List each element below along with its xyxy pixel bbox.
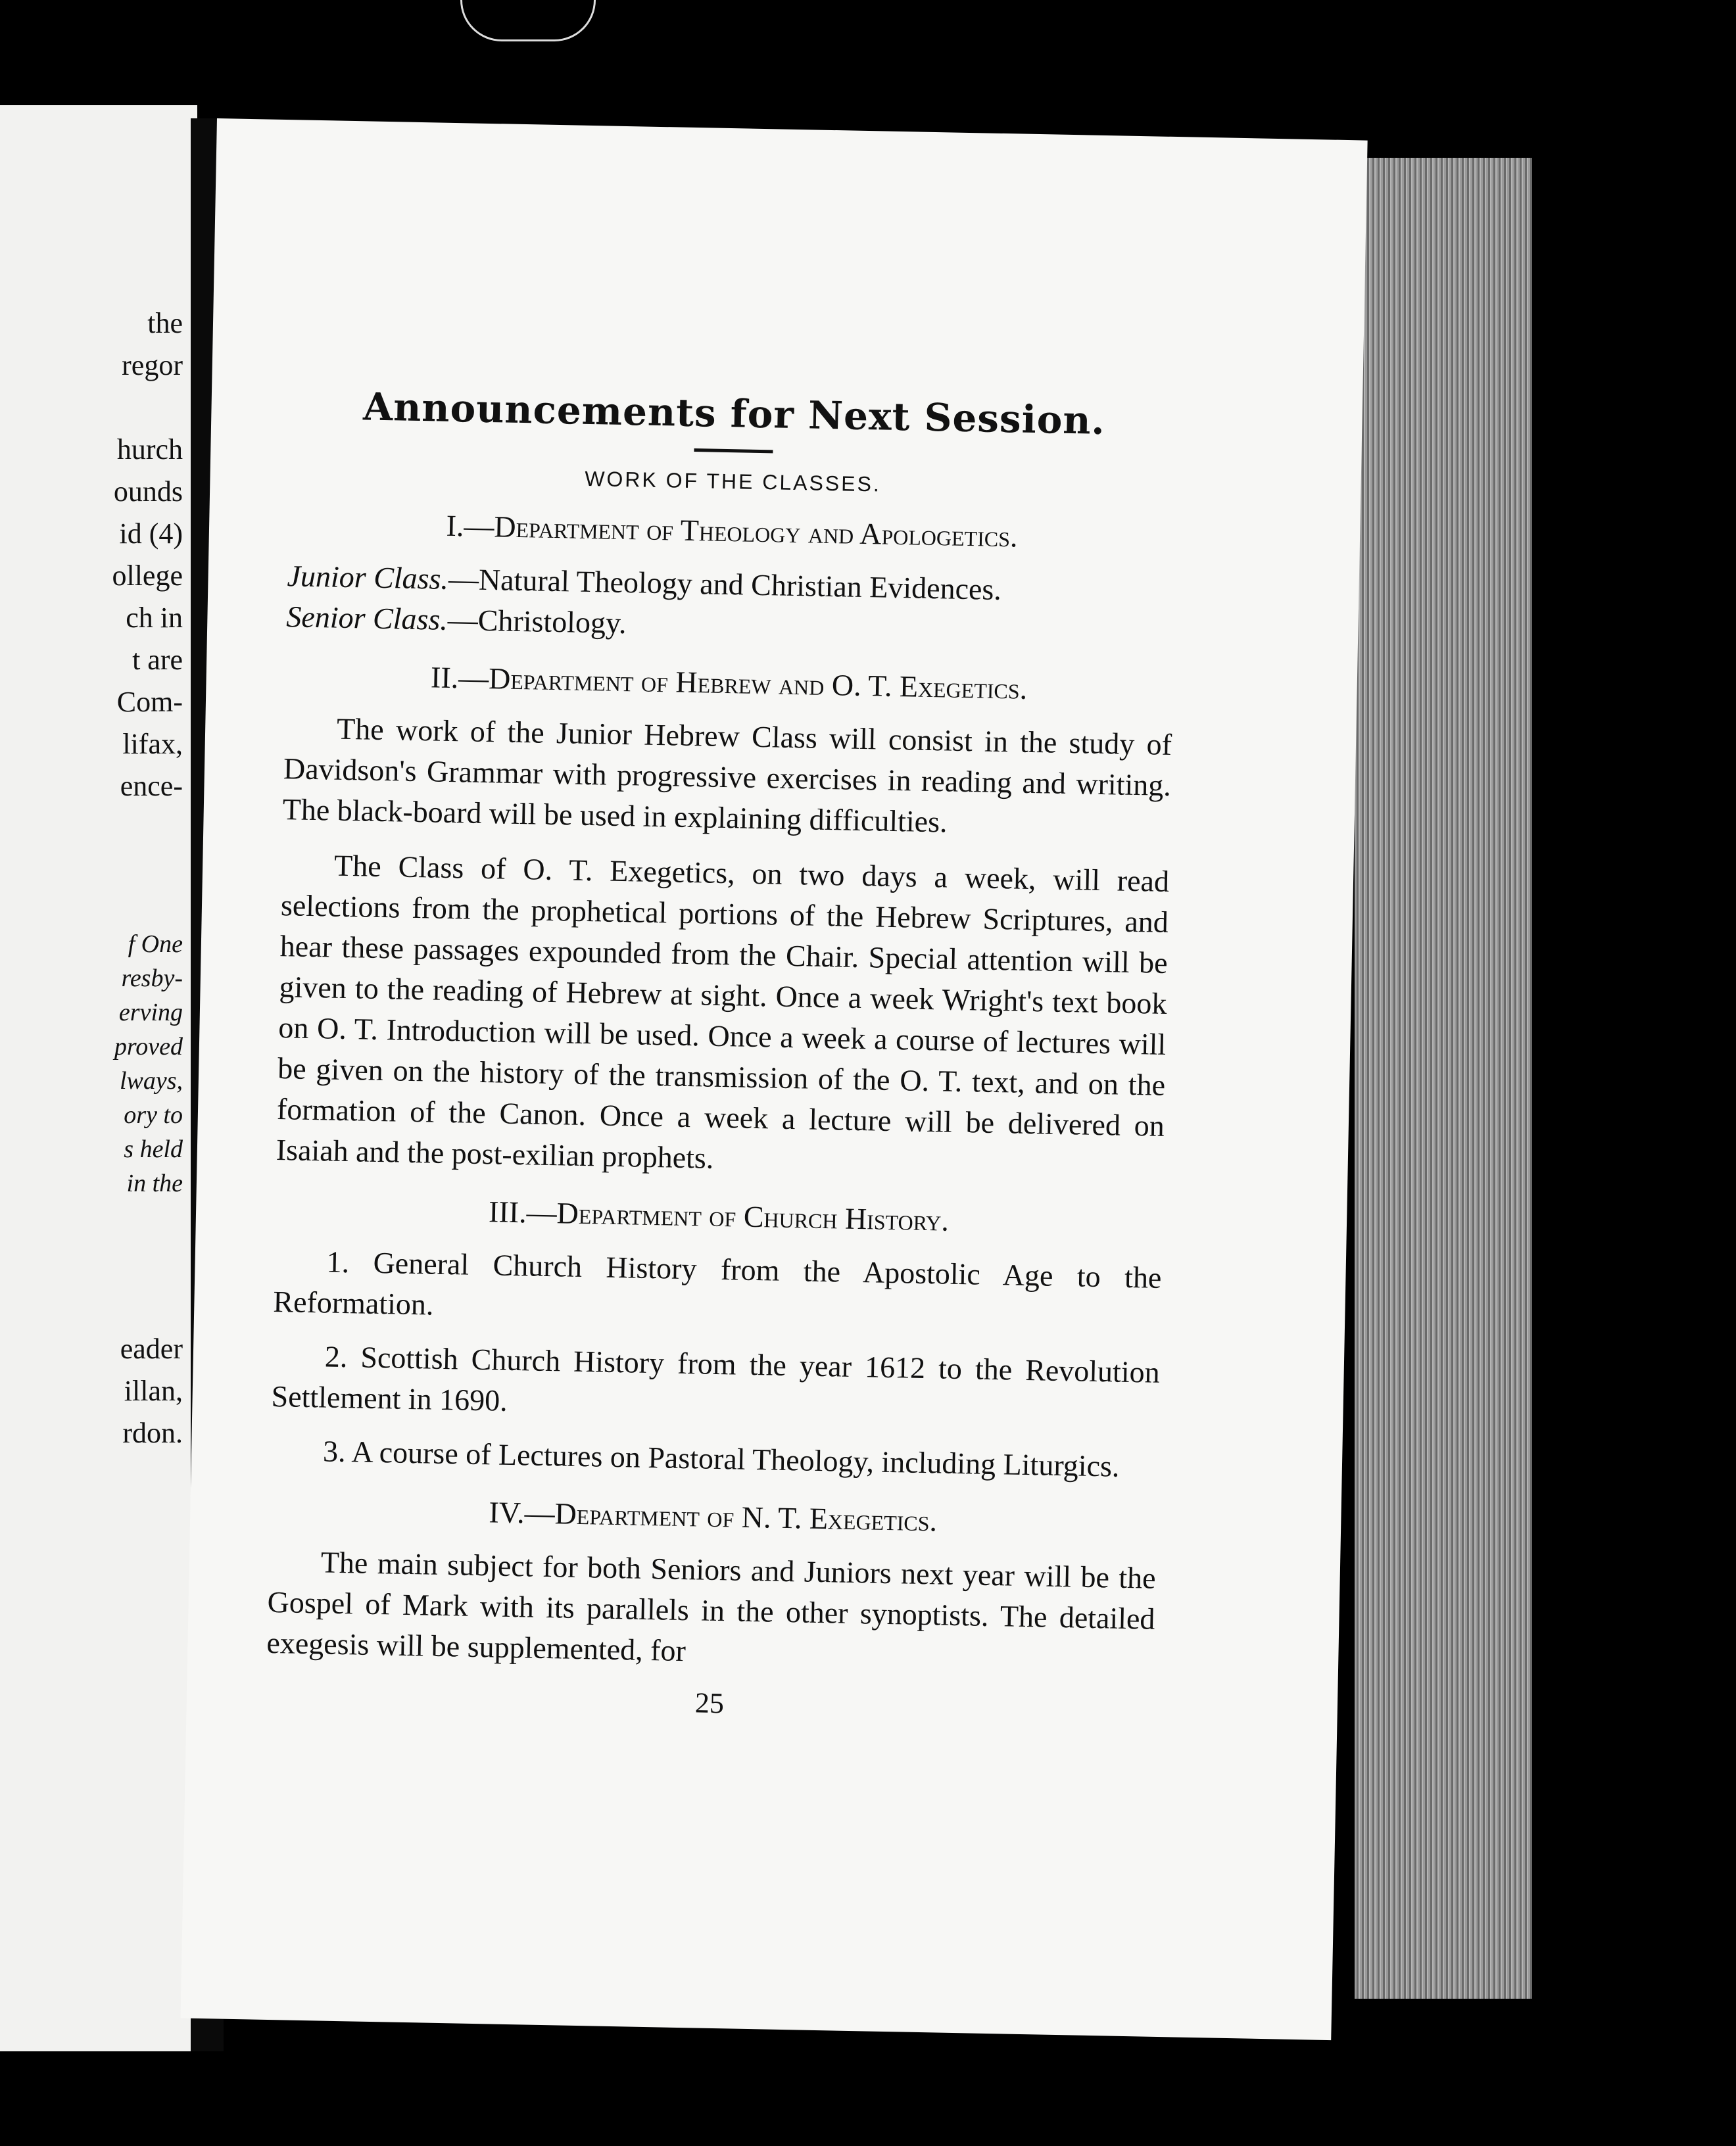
paragraph: The Class of O. T. Exegetics, on two days a week, will read selections from the prophetical portions of the Hebrew Scriptures, and hear these passages expounded from the Chair. Special attention will be given to the reading of Hebrew at sight. Once a week Wright's text book on O. T. Introduction will be used. Once a week a course of lectures will be given on the history of the transmission of the O. T. text, and on the formation of the Canon. Once a week a lecture will be delivered on Isaiah and the post-exilian prophets. <box>276 848 1170 1175</box>
left-line: erving <box>118 999 183 1026</box>
left-line: Com- <box>116 686 183 718</box>
left-line: s held <box>124 1135 183 1163</box>
left-line: resby- <box>121 965 183 992</box>
page-content <box>266 383 1179 1729</box>
paragraph: The work of the Junior Hebrew Class will consist in the study of Davidson's Grammar with progressive exercises in reading and writing. The black-board will be used in explaining difficulties. <box>282 711 1172 839</box>
paragraph: The main subject for both Seniors and Juniors next year will be the Gospel of Mark with its parallels in the other synoptists. The detailed exegesis will be supplemented, for <box>266 1545 1157 1668</box>
junior-class-text: —Natural Theology and Christian Evidences. <box>448 561 1002 607</box>
list-item: 3. A course of Lectures on Pastoral Theology, including Liturgics. <box>322 1434 1120 1483</box>
page-number: 25 <box>694 1686 725 1720</box>
left-line: ollege <box>112 560 183 592</box>
list-item: 2. Scottish Church History from the year 1612 to the Revolution Settlement in 1690. <box>271 1339 1161 1418</box>
left-page-text-italic <box>0 927 183 1201</box>
left-line: hurch <box>116 433 183 465</box>
left-line: rdon. <box>122 1417 183 1449</box>
page-title: Announcements for Next Session. <box>362 384 1106 444</box>
junior-class-label: Junior Class. <box>287 559 449 596</box>
left-line: ence- <box>120 770 183 802</box>
section-heading: IV.—Department of N. T. Exegetics. <box>489 1495 938 1538</box>
left-line <box>0 387 183 429</box>
right-page <box>181 118 1368 2040</box>
page-edges <box>1355 158 1532 1999</box>
list-item: 1. General Church History from the Apostolic Age to the Reformation. <box>272 1245 1162 1322</box>
left-line: id (4) <box>119 517 183 550</box>
left-line: ch in <box>126 602 183 634</box>
section-heading: II.—Department of Hebrew and O. T. Exegetics. <box>430 660 1028 705</box>
left-line: eader <box>120 1333 183 1365</box>
left-line: ounds <box>113 475 183 508</box>
title-rule <box>694 448 773 453</box>
left-line: t are <box>132 644 183 676</box>
left-line: ory to <box>124 1101 183 1129</box>
left-page-text-bottom <box>0 1328 183 1454</box>
section-heading: III.—Department of Church History. <box>488 1195 950 1237</box>
left-page-text-top <box>0 302 183 807</box>
left-line: illan, <box>124 1375 183 1407</box>
senior-class-text: —Christology. <box>447 602 627 640</box>
scan-artifact <box>460 0 596 41</box>
left-page <box>0 105 197 2051</box>
left-line: proved <box>114 1033 183 1061</box>
left-line: regor <box>122 349 183 381</box>
left-line: f One <box>128 930 183 958</box>
senior-class-label: Senior Class. <box>285 600 448 636</box>
left-line: the <box>147 307 183 339</box>
left-line: lways, <box>119 1067 183 1095</box>
left-line: lifax, <box>122 728 183 760</box>
section-heading: I.—Department of Theology and Apologetics. <box>446 508 1019 554</box>
left-line: in the <box>126 1170 183 1197</box>
subheading: WORK OF THE CLASSES. <box>584 466 882 496</box>
